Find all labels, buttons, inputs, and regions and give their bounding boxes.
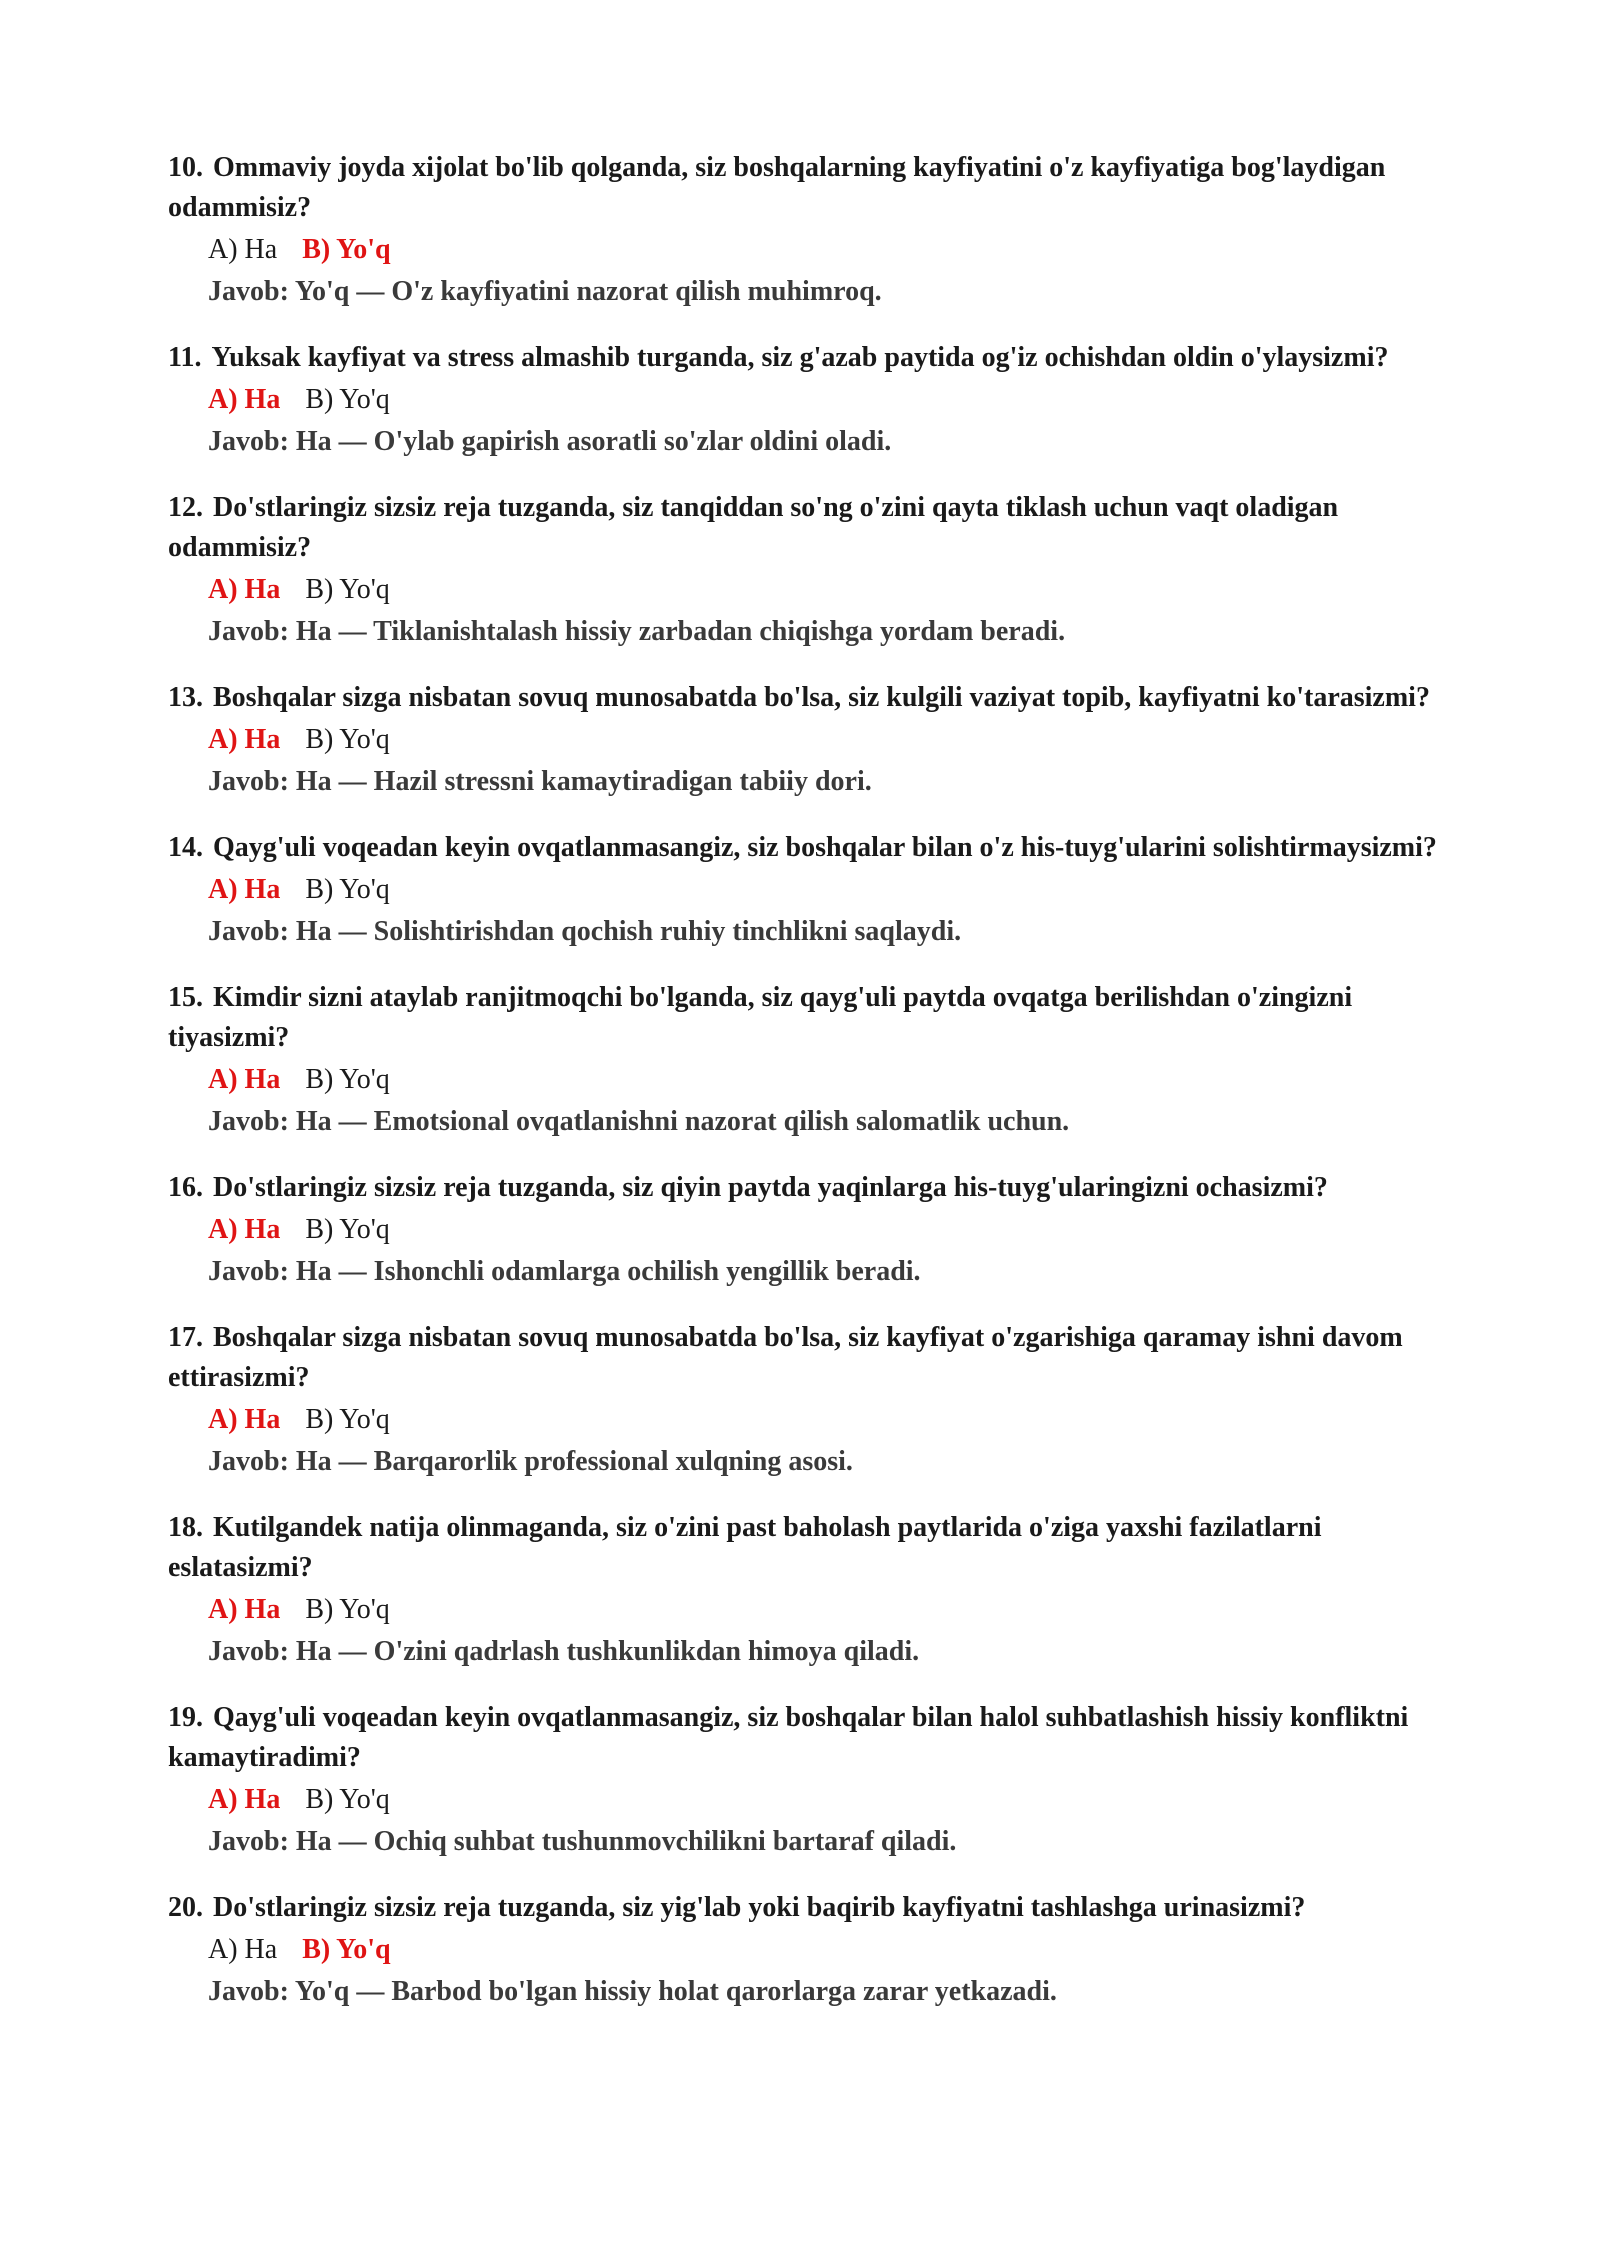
question-item xyxy=(168,1318,1458,1482)
question-number: 13. xyxy=(168,682,203,713)
question-text xyxy=(168,488,1458,568)
question-item xyxy=(168,978,1458,1142)
option-a[interactable]: A) Ha xyxy=(208,1934,278,1965)
question-body: Boshqalar sizga nisbatan sovuq munosabatda bo'lsa, siz kulgili vaziyat topib, kayfiyatni ko'tarasizmi? xyxy=(213,682,1430,713)
answer-options xyxy=(208,1780,1458,1820)
question-item xyxy=(168,338,1458,462)
question-item xyxy=(168,1508,1458,1672)
question-body: Kimdir sizni ataylab ranjitmoqchi bo'lganda, siz qayg'uli paytda ovqatga berilishdan o'zingizni tiyasizmi? xyxy=(168,982,1353,1053)
option-b[interactable]: B) Yo'q xyxy=(305,1214,390,1245)
question-text xyxy=(168,1698,1458,1778)
answer-options xyxy=(208,1400,1458,1440)
question-item xyxy=(168,148,1458,312)
option-b[interactable]: B) Yo'q xyxy=(302,1934,391,1965)
question-number: 10. xyxy=(168,152,203,183)
question-body: Ommaviy joyda xijolat bo'lib qolganda, siz boshqalarning kayfiyatini o'z kayfiyatiga bog'laydigan odammisiz? xyxy=(168,152,1386,223)
question-body: Kutilgandek natija olinmaganda, siz o'zini past baholash paytlarida o'ziga yaxshi fazilatlarni eslatasizmi? xyxy=(168,1512,1322,1583)
question-item xyxy=(168,828,1458,952)
question-text xyxy=(168,338,1458,378)
option-b[interactable]: B) Yo'q xyxy=(305,1404,390,1435)
answer-options xyxy=(208,570,1458,610)
answer-explanation: Javob: Ha — Tiklanishtalash hissiy zarbadan chiqishga yordam beradi. xyxy=(208,616,1066,647)
option-b[interactable]: B) Yo'q xyxy=(305,1594,390,1625)
question-text xyxy=(168,1168,1458,1208)
answer-explanation: Javob: Yo'q — Barbod bo'lgan hissiy holat qarorlarga zarar yetkazadi. xyxy=(208,1976,1057,2007)
answer-explanation: Javob: Ha — O'ylab gapirish asoratli so'zlar oldini oladi. xyxy=(208,426,892,457)
answer-options xyxy=(208,870,1458,910)
question-body: Do'stlaringiz sizsiz reja tuzganda, siz qiyin paytda yaqinlarga his-tuyg'ularingizni ochasizmi? xyxy=(213,1172,1328,1203)
question-item xyxy=(168,488,1458,652)
question-number: 19. xyxy=(168,1702,203,1733)
answer-explanation: Javob: Ha — Ishonchli odamlarga ochilish yengillik beradi. xyxy=(208,1256,921,1287)
question-number: 14. xyxy=(168,832,203,863)
option-b[interactable]: B) Yo'q xyxy=(302,234,391,265)
answer-explanation: Javob: Ha — O'zini qadrlash tushkunlikdan himoya qiladi. xyxy=(208,1636,920,1667)
answer-options xyxy=(208,380,1458,420)
question-list xyxy=(168,148,1458,2012)
answer-explanation: Javob: Ha — Ochiq suhbat tushunmovchilikni bartaraf qiladi. xyxy=(208,1826,957,1857)
question-number: 11. xyxy=(168,342,202,373)
question-number: 15. xyxy=(168,982,203,1013)
answer-options xyxy=(208,230,1458,270)
option-b[interactable]: B) Yo'q xyxy=(305,874,390,905)
option-a[interactable]: A) Ha xyxy=(208,574,281,605)
question-number: 18. xyxy=(168,1512,203,1543)
question-number: 12. xyxy=(168,492,203,523)
question-body: Qayg'uli voqeadan keyin ovqatlanmasangiz, siz boshqalar bilan halol suhbatlashish hissiy konfliktni kamaytiradimi? xyxy=(168,1702,1409,1773)
answer-explanation: Javob: Ha — Barqarorlik professional xulqning asosi. xyxy=(208,1446,853,1477)
question-item xyxy=(168,1168,1458,1292)
answer-options xyxy=(208,1590,1458,1630)
option-a[interactable]: A) Ha xyxy=(208,1064,281,1095)
option-a[interactable]: A) Ha xyxy=(208,234,278,265)
question-item xyxy=(168,1698,1458,1862)
question-number: 17. xyxy=(168,1322,203,1353)
question-item xyxy=(168,678,1458,802)
option-a[interactable]: A) Ha xyxy=(208,1404,281,1435)
option-a[interactable]: A) Ha xyxy=(208,1594,281,1625)
option-b[interactable]: B) Yo'q xyxy=(305,1064,390,1095)
option-a[interactable]: A) Ha xyxy=(208,724,281,755)
question-item xyxy=(168,1888,1458,2012)
option-a[interactable]: A) Ha xyxy=(208,1214,281,1245)
answer-options xyxy=(208,1210,1458,1250)
option-a[interactable]: A) Ha xyxy=(208,1784,281,1815)
answer-explanation: Javob: Ha — Solishtirishdan qochish ruhiy tinchlikni saqlaydi. xyxy=(208,916,962,947)
question-number: 20. xyxy=(168,1892,203,1923)
question-text xyxy=(168,828,1458,868)
question-text xyxy=(168,678,1458,718)
question-text xyxy=(168,1318,1458,1398)
question-number: 16. xyxy=(168,1172,203,1203)
question-body: Boshqalar sizga nisbatan sovuq munosabatda bo'lsa, siz kayfiyat o'zgarishiga qaramay ishni davom ettirasizmi? xyxy=(168,1322,1403,1393)
question-text xyxy=(168,978,1458,1058)
option-a[interactable]: A) Ha xyxy=(208,384,281,415)
answer-explanation: Javob: Ha — Hazil stressni kamaytiradigan tabiiy dori. xyxy=(208,766,872,797)
question-body: Yuksak kayfiyat va stress almashib turganda, siz g'azab paytida og'iz ochishdan oldin o'ylaysizmi? xyxy=(211,342,1389,373)
answer-options xyxy=(208,1930,1458,1970)
answer-options xyxy=(208,720,1458,760)
question-body: Do'stlaringiz sizsiz reja tuzganda, siz tanqiddan so'ng o'zini qayta tiklash uchun vaqt oladigan odammisiz? xyxy=(168,492,1339,563)
answer-options xyxy=(208,1060,1458,1100)
option-b[interactable]: B) Yo'q xyxy=(305,724,390,755)
question-text xyxy=(168,148,1458,228)
question-body: Do'stlaringiz sizsiz reja tuzganda, siz yig'lab yoki baqirib kayfiyatni tashlashga urinasizmi? xyxy=(213,1892,1306,1923)
quiz-document xyxy=(168,148,1458,2038)
question-body: Qayg'uli voqeadan keyin ovqatlanmasangiz, siz boshqalar bilan o'z his-tuyg'ularini solishtirmaysizmi? xyxy=(213,832,1437,863)
question-text xyxy=(168,1508,1458,1588)
answer-explanation: Javob: Ha — Emotsional ovqatlanishni nazorat qilish salomatlik uchun. xyxy=(208,1106,1070,1137)
option-b[interactable]: B) Yo'q xyxy=(305,384,390,415)
answer-explanation: Javob: Yo'q — O'z kayfiyatini nazorat qilish muhimroq. xyxy=(208,276,882,307)
option-b[interactable]: B) Yo'q xyxy=(305,574,390,605)
option-b[interactable]: B) Yo'q xyxy=(305,1784,390,1815)
option-a[interactable]: A) Ha xyxy=(208,874,281,905)
question-text xyxy=(168,1888,1458,1928)
